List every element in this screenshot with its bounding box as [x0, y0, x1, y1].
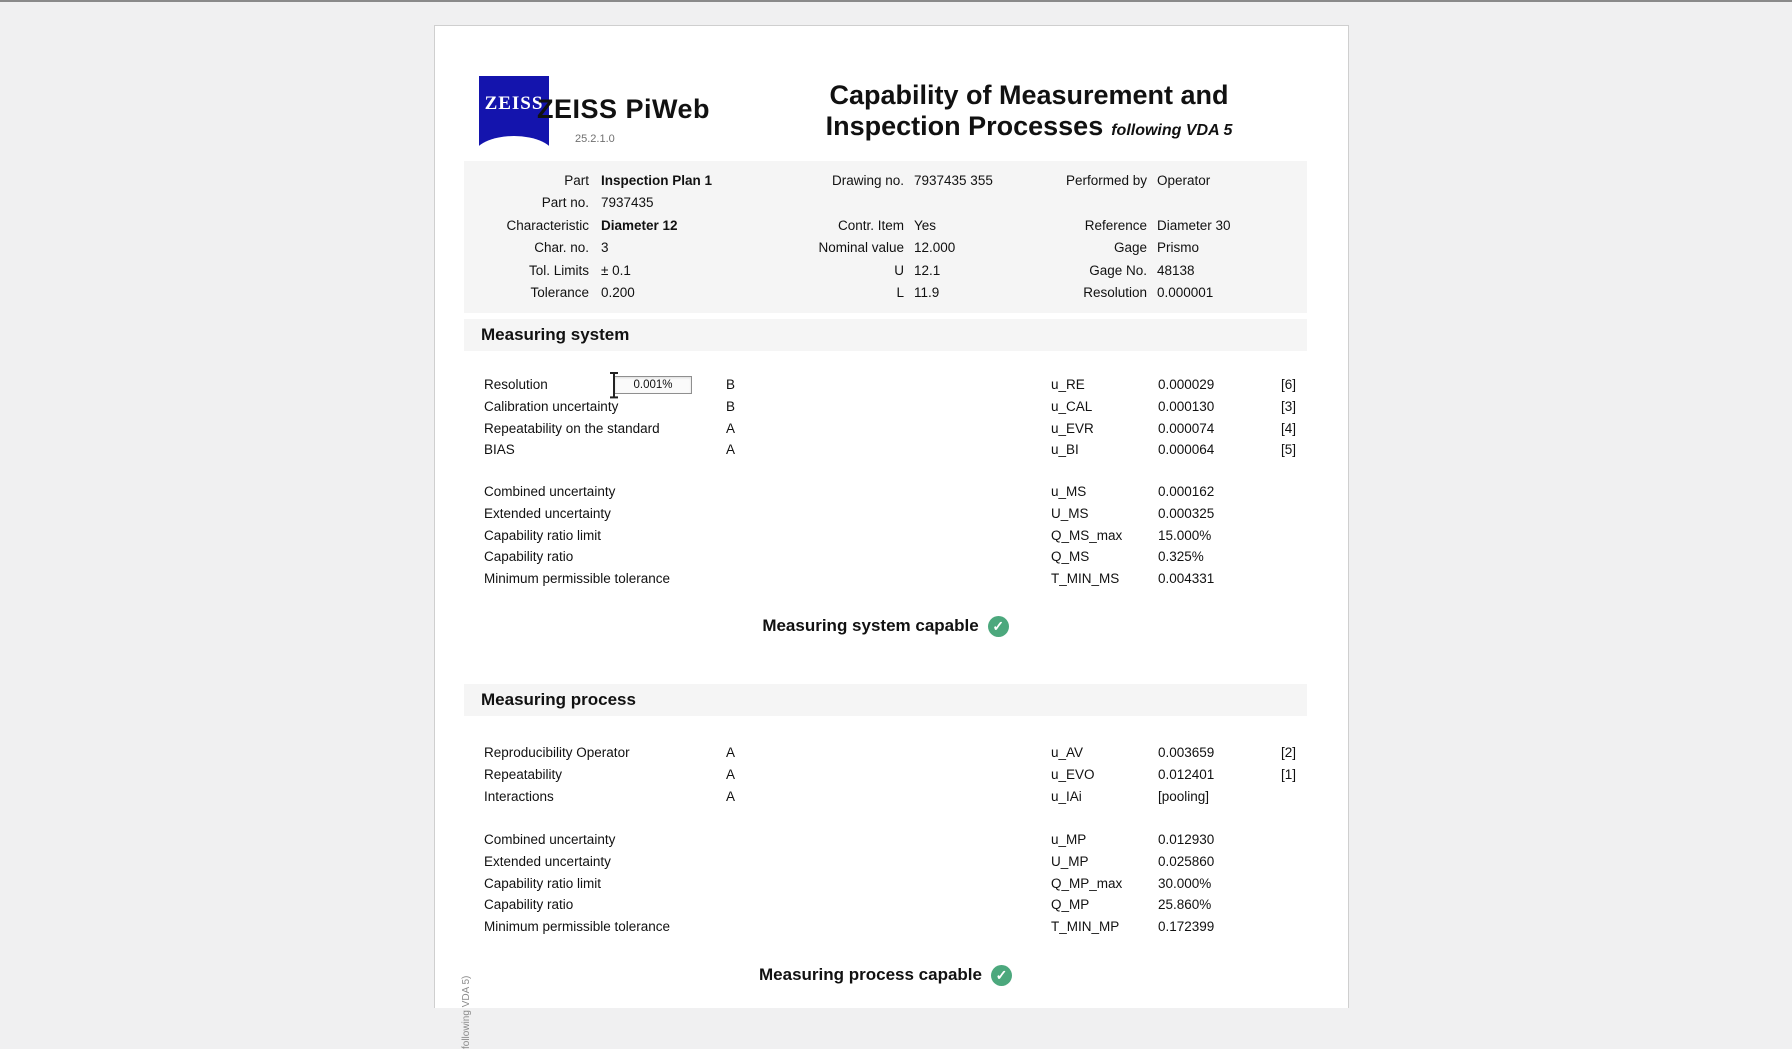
measure-name: Capability ratio limit	[484, 875, 602, 891]
info-row	[464, 237, 1307, 260]
info-value: 7937435	[601, 195, 654, 211]
product-name: ZEISS PiWeb	[537, 94, 711, 124]
info-label: Part	[564, 172, 589, 188]
report-page	[434, 25, 1349, 1049]
measure-row	[464, 785, 1307, 807]
zeiss-lens-shape	[474, 136, 554, 155]
info-label: Gage	[1113, 240, 1147, 256]
measure-value: 15.000%	[1158, 527, 1212, 543]
measure-row	[464, 524, 1307, 546]
info-row	[464, 214, 1307, 237]
measure-reference: [2]	[1280, 745, 1296, 761]
measure-row	[464, 872, 1307, 894]
measure-row	[464, 417, 1307, 439]
measure-reference: [5]	[1280, 442, 1296, 458]
measure-symbol: Q_MP_max	[1051, 875, 1123, 891]
info-label: Characteristic	[506, 217, 589, 233]
info-value: Diameter 30	[1157, 217, 1231, 233]
measure-name: Extended uncertainty	[484, 854, 611, 870]
measure-symbol: Q_MS_max	[1051, 527, 1123, 543]
info-value: 0.000001	[1157, 285, 1214, 301]
measure-symbol: T_MIN_MS	[1051, 571, 1120, 587]
measure-name: Repeatability	[484, 767, 563, 783]
section-header-measuring-process: Measuring process	[464, 684, 1307, 716]
measure-name: Capability ratio limit	[484, 527, 602, 543]
measure-value: 0.012930	[1158, 832, 1215, 848]
measure-row	[464, 568, 1307, 590]
measure-value: 0.025860	[1158, 854, 1215, 870]
measure-symbol: Q_MS	[1051, 549, 1090, 565]
version-label: 25.2.1.0	[575, 133, 615, 145]
measure-grade: A	[726, 767, 736, 783]
part-info-panel	[464, 161, 1307, 313]
info-label: Drawing no.	[831, 172, 904, 188]
measure-value: 0.012401	[1158, 767, 1215, 783]
measuring-system-capable	[464, 613, 1307, 639]
info-value: ± 0.1	[601, 262, 631, 278]
measuring-system-rows	[464, 374, 1307, 461]
zeiss-logo-wordmark: ZEISS	[484, 93, 544, 114]
window-top-edge	[0, 0, 1792, 2]
measure-value: [pooling]	[1158, 788, 1210, 804]
report-title-suffix: following VDA 5	[1111, 122, 1233, 139]
info-label: Char. no.	[534, 240, 589, 256]
measure-grade: A	[726, 745, 736, 761]
measure-symbol: u_CAL	[1051, 399, 1093, 415]
info-value: 11.9	[914, 285, 940, 301]
info-value: 12.1	[914, 262, 941, 278]
measure-value: 0.000130	[1158, 399, 1215, 415]
measure-row	[464, 742, 1307, 764]
measure-row	[464, 851, 1307, 873]
measuring-process-capable	[464, 962, 1307, 988]
info-value: Diameter 12	[601, 217, 678, 233]
info-value: Inspection Plan 1	[601, 172, 713, 188]
measure-grade: A	[726, 442, 736, 458]
info-label: Part no.	[541, 195, 589, 211]
measure-name: Capability ratio	[484, 897, 574, 913]
measuring-system-summary	[464, 481, 1307, 589]
resolution-input[interactable]: 0.001%	[614, 376, 692, 394]
measure-name: Minimum permissible tolerance	[484, 571, 671, 587]
measure-name: Combined uncertainty	[484, 484, 616, 500]
measure-row	[464, 916, 1307, 938]
measure-value: 25.860%	[1158, 897, 1212, 913]
measure-symbol: T_MIN_MP	[1051, 919, 1120, 935]
info-value: 12.000	[914, 240, 956, 256]
measure-row	[464, 764, 1307, 786]
measure-value: 0.000325	[1158, 506, 1215, 522]
check-circle-icon: ✓	[991, 965, 1012, 986]
info-label: Performed by	[1065, 172, 1147, 188]
measure-value: 0.003659	[1158, 745, 1215, 761]
info-value: 48138	[1157, 262, 1195, 278]
info-label: Nominal value	[818, 240, 904, 256]
measuring-process-capable-label: Measuring process capable	[759, 965, 982, 984]
report-title-line1: Capability of Measurement and	[829, 80, 1229, 110]
measure-symbol: u_BI	[1051, 442, 1079, 458]
measure-value: 0.000029	[1158, 377, 1215, 393]
report-title	[725, 80, 1333, 146]
info-label: U	[894, 262, 904, 278]
rotated-side-note: following VDA 5)	[461, 975, 472, 1049]
measure-symbol: u_AV	[1051, 745, 1084, 761]
measure-grade: B	[726, 399, 736, 415]
info-value: Yes	[914, 217, 937, 233]
info-label: L	[896, 285, 904, 301]
measure-name: Resolution	[484, 377, 548, 393]
measure-reference: [1]	[1280, 767, 1296, 783]
measure-symbol: u_MP	[1051, 832, 1087, 848]
measure-value: 0.000162	[1158, 484, 1215, 500]
report-title-line2	[725, 111, 1333, 146]
measure-row	[464, 894, 1307, 916]
measure-name: Combined uncertainty	[484, 832, 616, 848]
measure-name: Interactions	[484, 788, 554, 804]
measure-row	[464, 546, 1307, 568]
section-header-measuring-system: Measuring system	[464, 319, 1307, 351]
measure-symbol: u_EVR	[1051, 420, 1094, 436]
measure-name: Reproducibility Operator	[484, 745, 630, 761]
info-label: Contr. Item	[837, 217, 904, 233]
info-label: Gage No.	[1089, 262, 1147, 278]
info-label: Resolution	[1083, 285, 1147, 301]
check-circle-icon: ✓	[988, 616, 1009, 637]
info-label: Tolerance	[530, 285, 589, 301]
measure-grade: A	[726, 420, 736, 436]
measure-value: 0.000064	[1158, 442, 1215, 458]
measuring-process-rows	[464, 742, 1307, 807]
measure-name: Capability ratio	[484, 549, 574, 565]
measure-name: Repeatability on the standard	[484, 420, 660, 436]
info-value: 7937435 355	[914, 172, 993, 188]
measure-symbol: u_IAi	[1051, 788, 1082, 804]
measure-symbol: u_RE	[1051, 377, 1085, 393]
measure-grade: A	[726, 788, 736, 804]
measure-reference: [6]	[1280, 377, 1296, 393]
info-row	[464, 259, 1307, 282]
info-row	[464, 169, 1307, 192]
measure-row	[464, 439, 1307, 461]
info-row	[464, 282, 1307, 305]
measure-reference: [4]	[1280, 420, 1296, 436]
measure-symbol: U_MP	[1051, 854, 1089, 870]
measuring-process-summary	[464, 829, 1307, 937]
measure-value: 0.172399	[1158, 919, 1215, 935]
info-value: 0.200	[601, 285, 635, 301]
measure-symbol: u_EVO	[1051, 767, 1095, 783]
measure-row	[464, 829, 1307, 851]
measure-symbol: Q_MP	[1051, 897, 1090, 913]
info-label: Tol. Limits	[528, 262, 589, 278]
info-row	[464, 192, 1307, 215]
measure-name: Minimum permissible tolerance	[484, 919, 671, 935]
measure-name: Extended uncertainty	[484, 506, 611, 522]
measure-reference: [3]	[1280, 399, 1296, 415]
info-value: Operator	[1157, 172, 1211, 188]
measure-symbol: u_MS	[1051, 484, 1087, 500]
measure-value: 30.000%	[1158, 875, 1212, 891]
measure-row	[464, 503, 1307, 525]
measuring-system-capable-label: Measuring system capable	[762, 616, 979, 635]
report-title-line2-text: Inspection Processes	[825, 111, 1104, 141]
measure-value: 0.000074	[1158, 420, 1215, 436]
measure-value: 0.325%	[1158, 549, 1204, 565]
measure-name: BIAS	[484, 442, 515, 458]
measure-row	[464, 396, 1307, 418]
measure-grade: B	[726, 377, 736, 393]
measure-name: Calibration uncertainty	[484, 399, 619, 415]
measure-symbol: U_MS	[1051, 506, 1089, 522]
measure-row	[464, 374, 1307, 396]
info-value: Prismo	[1157, 240, 1200, 256]
measure-row	[464, 481, 1307, 503]
info-value: 3	[601, 240, 609, 256]
measure-value: 0.004331	[1158, 571, 1215, 587]
info-label: Reference	[1084, 217, 1147, 233]
